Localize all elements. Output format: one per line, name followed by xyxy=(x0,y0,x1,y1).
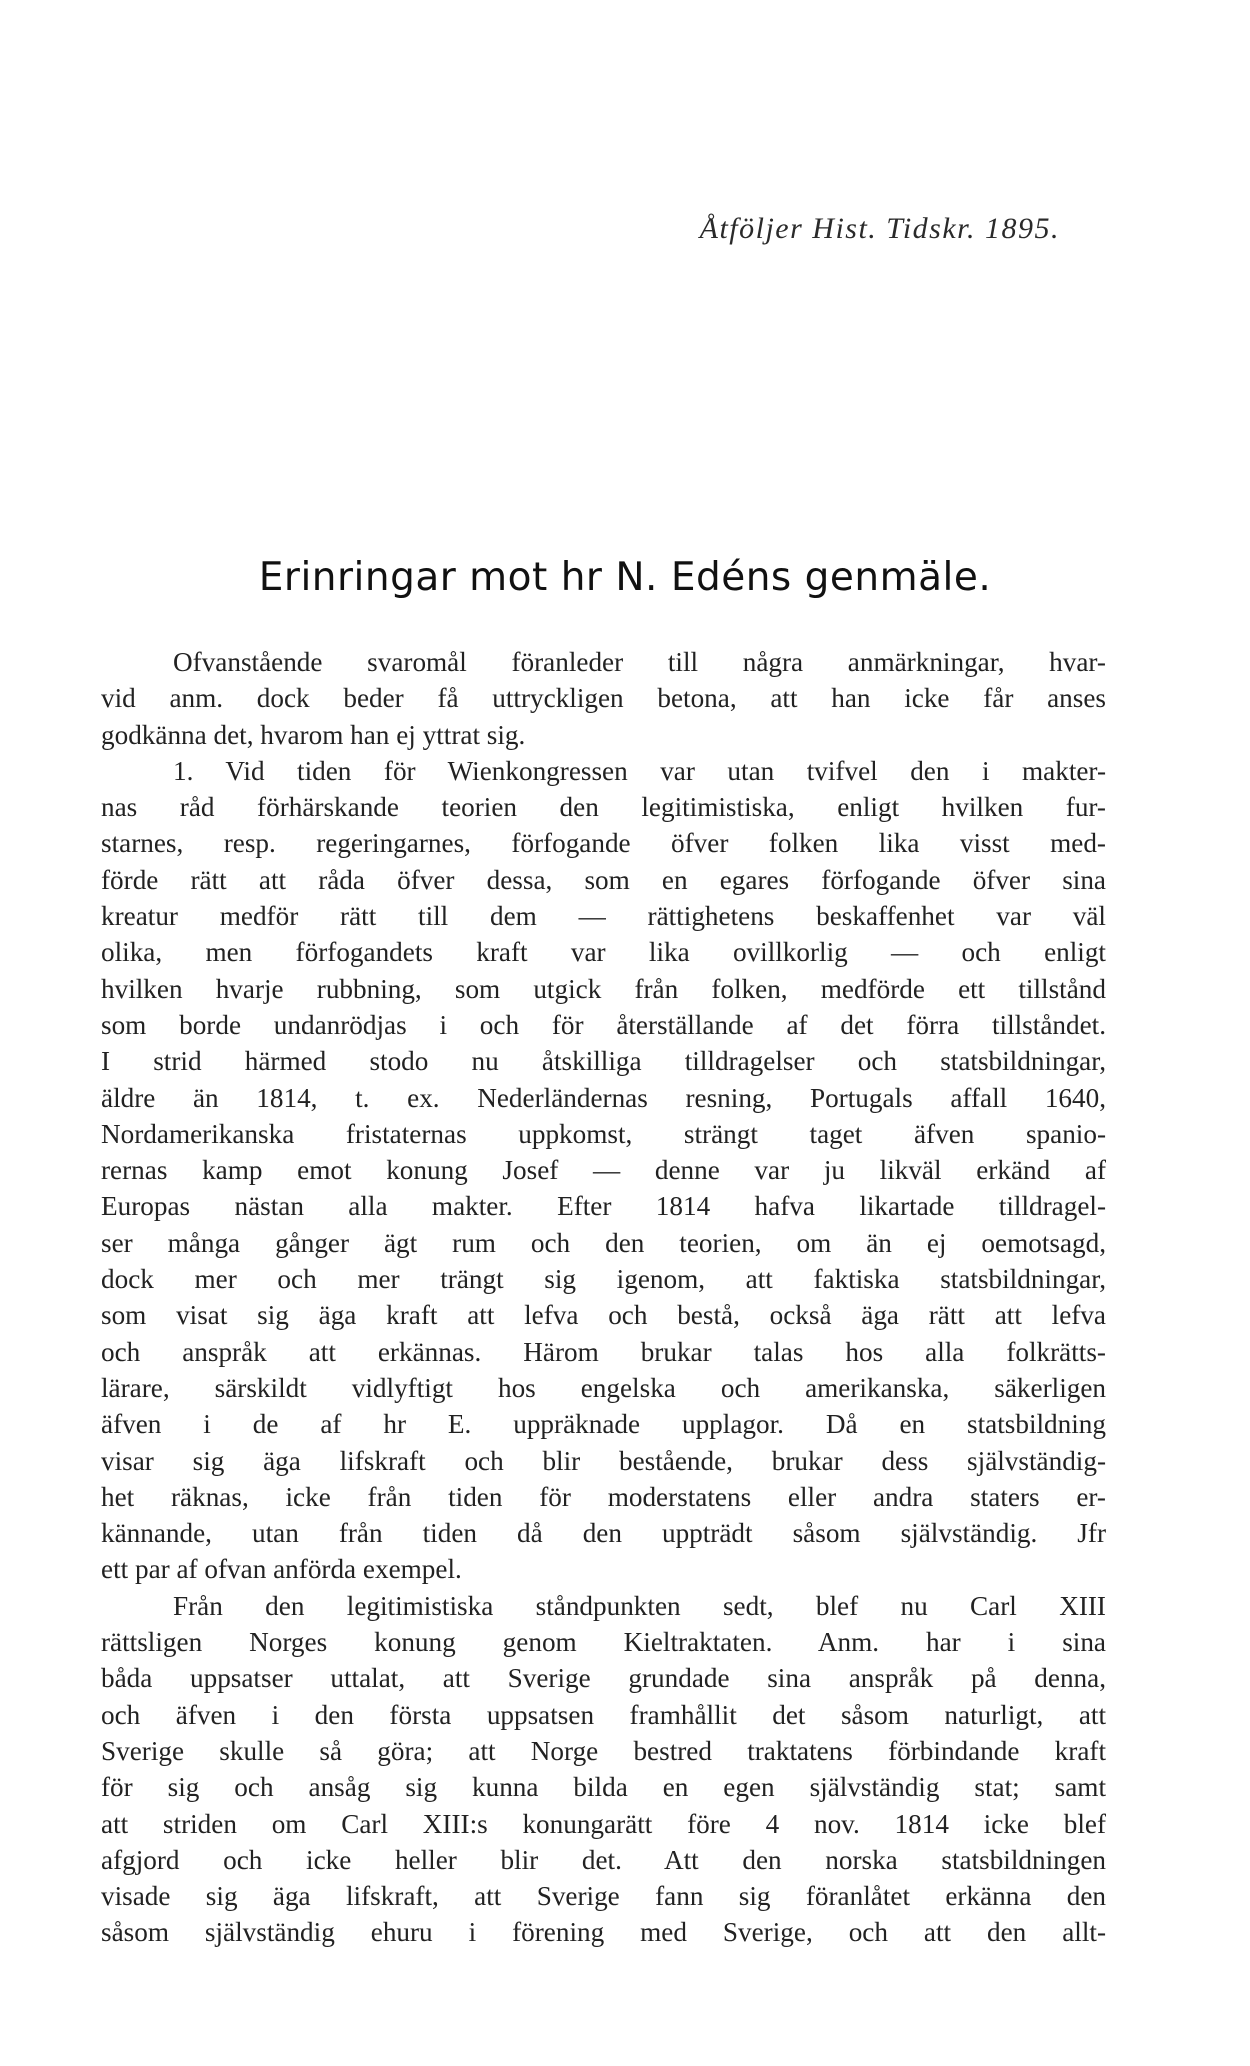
body-text xyxy=(101,644,1106,1951)
text-line: 1. Vid tiden för Wienkongressen var utan tvifvel den i makter- xyxy=(173,755,1106,786)
text-line: I strid härmed stodo nu åtskilliga tilldragelser och statsbildningar, xyxy=(101,1046,1106,1077)
text-line: rättsligen Norges konung genom Kieltraktaten. Anm. har i sina xyxy=(101,1627,1106,1658)
text-line: lärare, särskildt vidlyftigt hos engelska och amerikanska, säkerligen xyxy=(101,1372,1106,1403)
text-line: het räknas, icke från tiden för moderstatens eller andra staters er- xyxy=(101,1481,1106,1512)
text-line: och äfven i den första uppsatsen framhållit det såsom naturligt, att xyxy=(101,1699,1106,1730)
text-line: rernas kamp emot konung Josef — denne var ju likväl erkänd af xyxy=(101,1155,1106,1186)
article-title: Erinringar mot hr N. Edéns genmäle. xyxy=(258,555,992,600)
text-line: kännande, utan från tiden då den uppträdt såsom självständig. Jfr xyxy=(101,1518,1106,1549)
text-line: förde rätt att råda öfver dessa, som en egares förfogande öfver sina xyxy=(101,864,1106,895)
text-line: ett par af ofvan anförda exempel. xyxy=(101,1554,462,1585)
text-line: som visat sig äga kraft att lefva och bestå, också äga rätt att lefva xyxy=(101,1300,1106,1331)
text-line: olika, men förfogandets kraft var lika ovillkorlig — och enligt xyxy=(101,937,1106,968)
text-line: Ofvanstående svaromål föranleder till några anmärkningar, hvar- xyxy=(173,647,1106,677)
text-line: äfven i de af hr E. uppräknade upplagor. Då en statsbildning xyxy=(101,1409,1106,1440)
text-line: Europas nästan alla makter. Efter 1814 hafva likartade tilldragel- xyxy=(101,1191,1106,1222)
text-line: att striden om Carl XIII:s konungarätt före 4 nov. 1814 icke blef xyxy=(101,1808,1106,1839)
text-line: godkänna det, hvarom han ej yttrat sig. xyxy=(101,719,526,750)
running-head: Åtföljer Hist. Tidskr. 1895. xyxy=(699,212,1060,245)
text-line: afgjord och icke heller blir det. Att den norska statsbildningen xyxy=(101,1844,1106,1875)
text-line: som borde undanrödjas i och för återställande af det förra tillståndet. xyxy=(101,1009,1106,1040)
text-line: Från den legitimistiska ståndpunkten sedt, blef nu Carl XIII xyxy=(173,1590,1106,1621)
text-line: äldre än 1814, t. ex. Nederländernas resning, Portugals affall 1640, xyxy=(101,1082,1106,1113)
text-line: dock mer och mer trängt sig igenom, att faktiska statsbildningar, xyxy=(101,1264,1106,1295)
text-line: och anspråk att erkännas. Härom brukar talas hos alla folkrätts- xyxy=(101,1336,1106,1367)
text-line: hvilken hvarje rubbning, som utgick från folken, medförde ett tillstånd xyxy=(101,973,1106,1004)
text-line: för sig och ansåg sig kunna bilda en egen självständig stat; samt xyxy=(101,1772,1106,1803)
text-line: Sverige skulle så göra; att Norge bestred traktatens förbindande kraft xyxy=(101,1735,1106,1766)
text-line: ser många gånger ägt rum och den teorien, om än ej oemotsagd, xyxy=(101,1227,1106,1258)
text-line: såsom självständig ehuru i förening med Sverige, och att den allt- xyxy=(101,1917,1106,1948)
text-line: nas råd förhärskande teorien den legitimistiska, enligt hvilken fur- xyxy=(101,792,1106,823)
text-line: Nordamerikanska fristaternas uppkomst, strängt taget äfven spanio- xyxy=(101,1118,1106,1149)
text-line: båda uppsatser uttalat, att Sverige grundade sina anspråk på denna, xyxy=(101,1663,1106,1694)
text-line: kreatur medför rätt till dem — rättighetens beskaffenhet var väl xyxy=(101,901,1106,932)
text-line: starnes, resp. regeringarnes, förfogande öfver folken lika visst med- xyxy=(101,828,1106,859)
text-line: visade sig äga lifskraft, att Sverige fann sig föranlåtet erkänna den xyxy=(101,1881,1106,1912)
text-line: visar sig äga lifskraft och blir bestående, brukar dess självständig- xyxy=(101,1445,1106,1476)
text-line: vid anm. dock beder få uttryckligen betona, att han icke får anses xyxy=(101,683,1106,714)
